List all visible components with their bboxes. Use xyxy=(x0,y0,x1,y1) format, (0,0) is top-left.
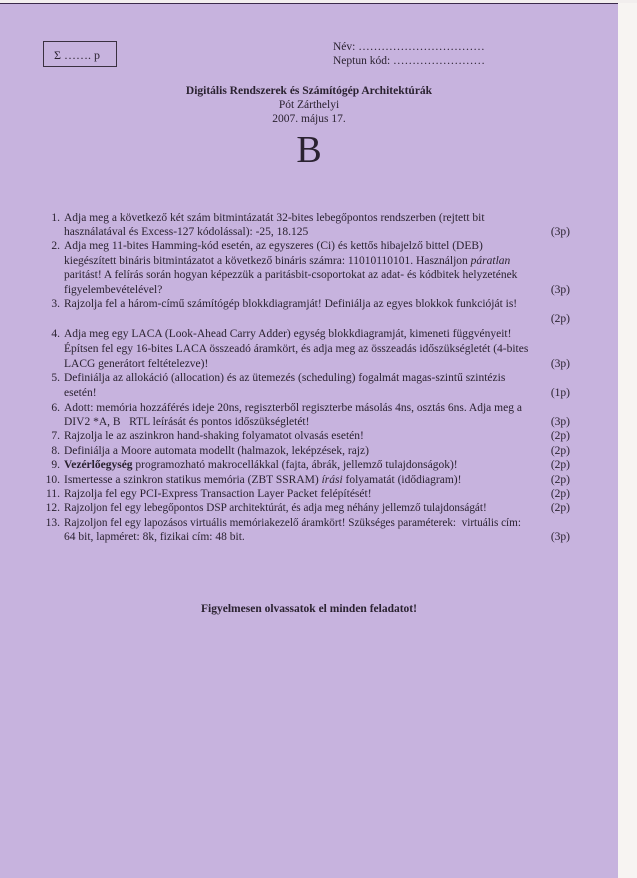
question-points: (2p) xyxy=(550,459,570,471)
question-text: DIV2 *A, B RTL leírását és pontos időszükségletét! xyxy=(64,416,310,428)
course-title: Digitális Rendszerek és Számítógép Architektúrák xyxy=(185,85,433,97)
question-number: 1. xyxy=(51,212,60,224)
exam-sheet xyxy=(0,3,618,878)
question-text: LACG generátort feltételezve)! xyxy=(64,358,209,370)
question-points: (3p) xyxy=(550,284,570,296)
neptun-code-field: Neptun kód: …………………… xyxy=(333,55,486,67)
question-points: (2p) xyxy=(550,445,570,457)
question-number: 10. xyxy=(45,474,60,486)
question-number: 13. xyxy=(45,517,60,529)
question-number: 8. xyxy=(51,445,60,457)
question-points: (2p) xyxy=(550,474,570,486)
question-text: Rajzolja fel a három-című számítógép blokkdiagramját! Definiálja az egyes blokkok funkcióját is! xyxy=(64,298,518,310)
question-text: Rajzoljon fel egy lebegőpontos DSP architektúrát, és adja meg néhány jellemző tulajdonságát! xyxy=(64,502,487,514)
emphasis-text: írási xyxy=(321,474,343,486)
question-text: Definiálja a Moore automata modellt (halmazok, leképzések, rajz) xyxy=(64,445,369,457)
question-points: (3p) xyxy=(550,358,570,370)
score-box: Σ ……. p xyxy=(43,41,117,67)
emphasis-text: páratlan xyxy=(470,255,511,267)
question-points: (2p) xyxy=(550,488,570,500)
question-number: 9. xyxy=(51,459,60,471)
question-number: 2. xyxy=(51,240,60,252)
question-text: esetén! xyxy=(64,387,97,399)
question-text: Ismertesse a szinkron statikus memória (ZBT SSRAM) xyxy=(64,474,322,486)
question-text: Definiálja az allokáció (allocation) és az ütemezés (scheduling) fogalmát magas-szintű szintézis xyxy=(64,372,506,384)
question-text: Adja meg 11-bites Hamming-kód esetén, az egyszeres (Ci) és kettős hibajelző bittel (DEB) xyxy=(64,240,483,252)
question-points: (1p) xyxy=(550,387,570,399)
question-text: Adott: memória hozzáférés ideje 20ns, regiszterből regiszterbe másolás 4ns, osztás 6ns. Adja meg a xyxy=(64,402,522,414)
question-text: Adja meg egy LACA (Look-Ahead Carry Adder) egység blokkdiagramját, kimeneti függvényeit! xyxy=(64,328,512,340)
question-text: programozható makrocellákkal (fajta, ábrák, jellemző tulajdonságok)! xyxy=(132,459,458,471)
question-number: 6. xyxy=(51,402,60,414)
bold-text: Vezérlőegység xyxy=(64,459,133,471)
question-text: használatával és Excess-127 kódolással): -25, 18.125 xyxy=(64,226,309,238)
question-text: figyelembevételével? xyxy=(64,284,163,296)
question-points: (2p) xyxy=(550,502,570,514)
question-points: (3p) xyxy=(550,226,570,238)
question-number: 7. xyxy=(51,430,60,442)
question-number: 11. xyxy=(46,488,60,500)
question-number: 5. xyxy=(51,372,60,384)
question-points: (3p) xyxy=(550,531,570,543)
question-text: paritást! A felírás során hogyan képezzük a paritásbit-csoportokat az adat- és kódbitek helyzetének xyxy=(64,269,518,281)
question-points: (2p) xyxy=(550,430,570,442)
question-text: Adja meg a következő két szám bitmintázatát 32-bites lebegőpontos rendszerben (rejtett bit xyxy=(64,212,485,224)
question-number: 4. xyxy=(51,328,60,340)
footer-note: Figyelmesen olvassatok el minden feladatot! xyxy=(201,603,417,615)
question-text: folyamatát (idődiagram)! xyxy=(342,474,462,486)
question-points: (3p) xyxy=(550,416,570,428)
question-points: (2p) xyxy=(550,313,570,325)
question-text: kiegészített bináris bitmintázatot a következő bináris számra: 11010110101. Használjon xyxy=(64,255,471,267)
question-text: Rajzoljon fel egy lapozásos virtuális memóriakezelő áramkört! Szükséges paraméterek: virtuális cím: xyxy=(64,517,521,529)
question-text-line xyxy=(64,254,510,268)
question-text: 64 bit, lapméret: 8k, fizikai cím: 48 bit. xyxy=(64,531,245,543)
question-text-line xyxy=(64,458,458,472)
question-text: Építsen fel egy 16-bites LACA összeadó áramkört, és adja meg az összeadás időszükségletét (4-bites xyxy=(64,343,529,355)
exam-variant: B xyxy=(296,129,322,171)
question-text: Rajzolja fel egy PCI-Express Transaction Layer Packet felépítését! xyxy=(64,488,372,500)
exam-type: Pót Zárthelyi xyxy=(278,99,340,111)
name-field: Név: …………………………… xyxy=(333,41,485,53)
question-text-line xyxy=(64,473,461,487)
question-number: 3. xyxy=(51,298,60,310)
question-number: 12. xyxy=(45,502,60,514)
question-text: Rajzolja le az aszinkron hand-shaking folyamatot olvasás esetén! xyxy=(64,430,364,442)
exam-date: 2007. május 17. xyxy=(272,113,346,125)
